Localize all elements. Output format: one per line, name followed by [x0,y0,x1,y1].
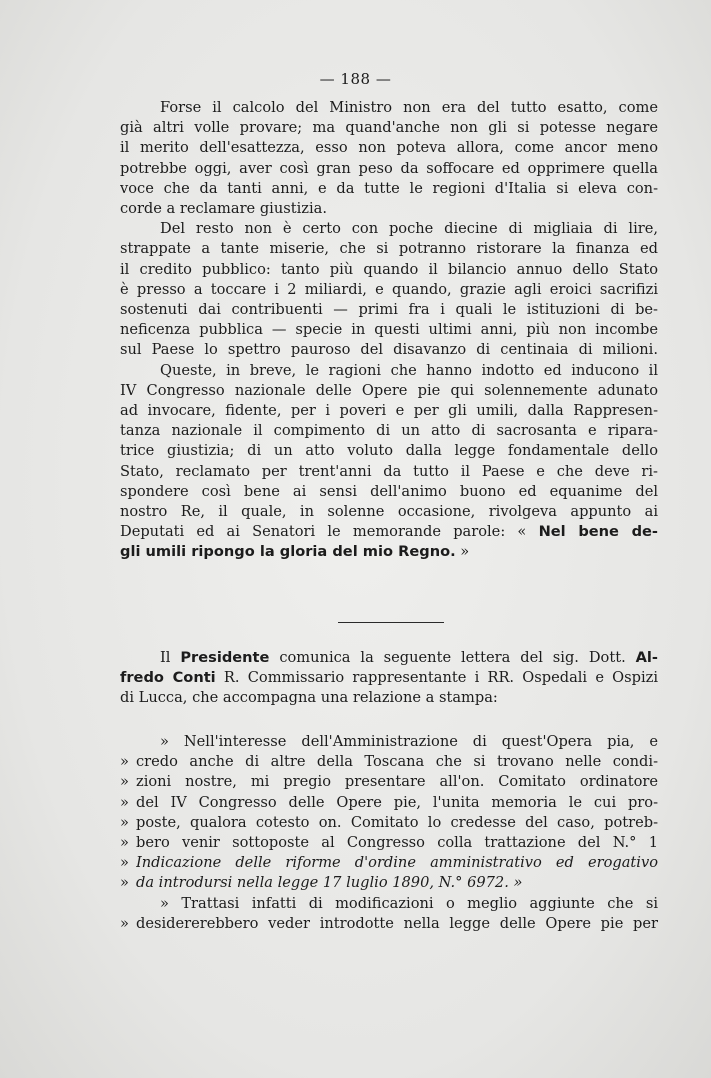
text-line: Del resto non è certo con poche diecine di migliaia di lire, [160,220,658,238]
text-line [120,522,658,542]
main-text [120,98,658,563]
text-line: trice giustizia; di un atto voluto dalla legge fondamentale dello [120,442,658,460]
quote-line [120,772,658,792]
quote-text: » Nell'interesse dell'Amministrazione di quest'Opera pia, e [160,733,658,750]
quote-line [120,752,658,772]
quote-line [120,914,658,934]
text-line: sostenuti dai contribuenti — primi fra i quali le istituzioni di be- [120,301,658,319]
text-line [120,542,658,562]
text-line: Queste, in breve, le ragioni che hanno indotto ed inducono il [160,361,658,379]
text-line: IV Congresso nazionale delle Opere pie qui solennemente adunato [120,381,658,399]
quote-mark: » [120,793,129,811]
section-divider [338,622,444,623]
quote-line [120,732,658,752]
text-line: spondere così bene ai sensi dell'animo buono ed equanime del [120,482,658,500]
text-fragment: Il [160,649,181,666]
quote-mark [120,894,160,914]
name-fragment: fredo Conti [120,669,216,687]
text-line: potrebbe oggi, aver così gran peso da soffocare ed opprimere quella [120,159,658,177]
text-line: il credito pubblico: tanto più quando il bilancio annuo dello Stato [120,260,658,278]
text-line: voce che da tanti anni, e da tutte le regioni d'Italia si eleva con- [120,179,658,197]
quote-text: desidererebbero veder introdotte nella legge delle Opere pie per [136,914,658,932]
text-line: tanza nazionale il compimento di un atto di sacrosanta e ripara- [120,422,658,440]
quote-text: Indicazione delle riforme d'ordine amministrativo ed erogativo [136,854,658,872]
paragraph-2 [120,219,658,360]
text-line: il merito dell'esattezza, esso non poteva allora, come ancor meno [120,139,658,157]
text-fragment: comunica la seguente lettera del sig. Dott. [269,649,636,666]
name-fragment: Al- [635,649,658,666]
quote-line [120,833,658,853]
text-line [120,668,658,688]
text-line: sul Paese lo spettro pauroso del disavanzo di centinaia di milioni. [120,341,658,359]
text-line: nostro Re, il quale, in solenne occasione, rivolgeva appunto ai [120,503,658,521]
quote-mark [120,732,160,752]
presidente-label: Presidente [180,649,270,666]
text-fragment: Deputati ed ai Senatori le memorande parole: « [120,523,539,541]
quote-mark: » [120,854,129,872]
text-line [120,648,658,668]
quote-mark: » [120,753,129,771]
quote-text: credo anche di altre della Toscana che si trovano nelle condi- [136,753,658,771]
quote-text: zioni nostre, mi pregio presentare all'on. Comitato ordinatore [136,773,658,791]
paragraph-1 [120,98,658,219]
quote-line [120,853,658,873]
text-fragment: » [455,543,470,561]
quote-text: bero venir sottoposte al Congresso colla trattazione del N.° 1 [136,834,658,852]
quote-mark: » [120,914,129,932]
text-line: neficenza pubblica — specie in questi ultimi anni, più non incombe [120,321,658,339]
quote-line [120,873,658,893]
quote-line [120,793,658,813]
text-fragment: R. Commissario rappresentante i RR. Ospedali e Ospizi [215,669,658,687]
text-line: corde a reclamare giustizia. [120,200,327,218]
quote-mark: » [120,813,129,831]
text-line: strappate a tante miserie, che si potranno ristorare la finanza ed [120,240,658,258]
quote-mark: » [120,773,129,791]
quoted-letter [120,732,658,934]
quote-text: del IV Congresso delle Opere pie, l'unita memoria le cui pro- [136,793,658,811]
text-line: ad invocare, fidente, per i poveri e per gli umili, dalla Rappresen- [120,402,658,420]
quote-text: » Trattasi infatti di modificazioni o meglio aggiunte che si [160,894,658,912]
royal-quote-bold: Nel bene de- [538,523,658,541]
text-line: Forse il calcolo del Ministro non era del tutto esatto, come [160,99,658,116]
text-line: Stato, reclamato per trent'anni da tutto il Paese e che deve ri- [120,462,658,480]
page-number: — 188 — [319,70,392,88]
quote-text: da introdursi nella legge 17 luglio 1890, N.° 6972. » [136,874,523,892]
text-line: di Lucca, che accompagna una relazione a stampa: [120,689,498,707]
quote-line [120,894,658,914]
paragraph-3 [120,361,658,563]
text-line: è presso a toccare i 2 miliardi, e quando, grazie agli eroici sacrifizi [120,280,658,298]
quote-line [120,813,658,833]
letter-intro [120,648,658,709]
royal-quote-bold: gli umili ripongo la gloria del mio Regno. [120,543,456,561]
quote-mark: » [120,874,129,892]
quote-text: poste, qualora cotesto on. Comitato lo credesse del caso, potreb- [136,813,658,831]
quote-mark: » [120,834,129,852]
text-line: già altri volle provare; ma quand'anche non gli si potesse negare [120,119,658,137]
